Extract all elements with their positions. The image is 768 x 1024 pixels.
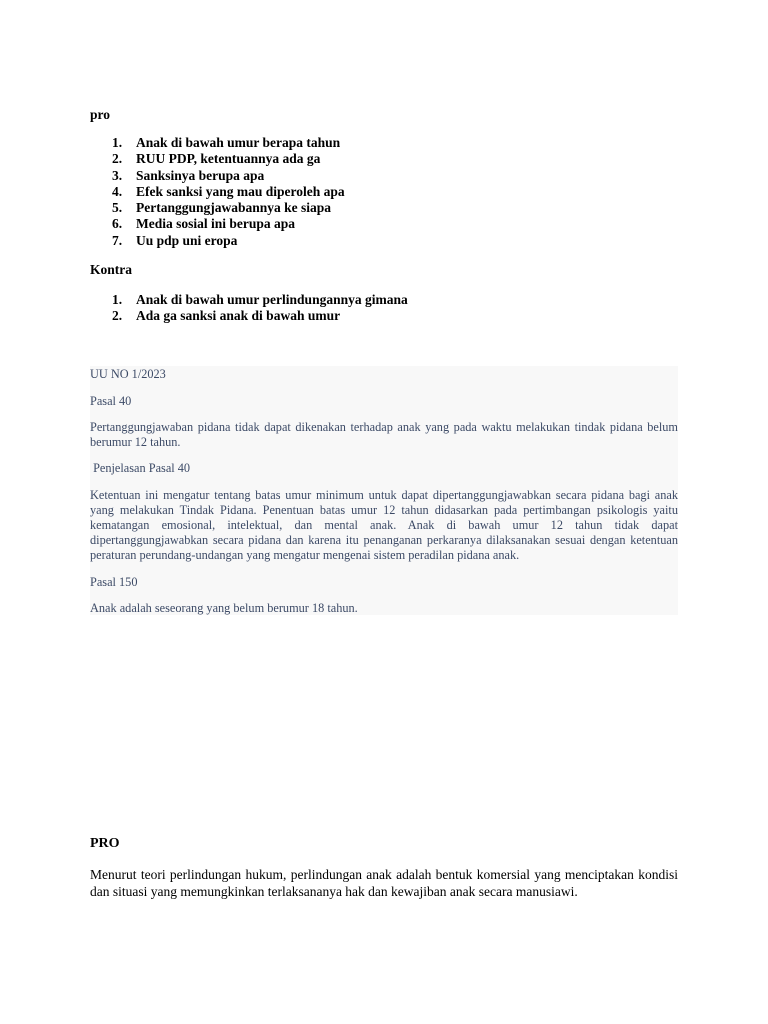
list-item (90, 308, 408, 324)
list-item-text: Ada ga sanksi anak di bawah umur (136, 308, 341, 324)
pasal-40-text: Pertanggungjawaban pidana tidak dapat dikenakan terhadap anak yang pada waktu melakukan tindak pidana belum berumur 12 tahun. (90, 420, 678, 449)
list-item (90, 151, 345, 167)
list-item-text: RUU PDP, ketentuannya ada ga (136, 151, 321, 167)
list-item-number: 2. (112, 308, 123, 324)
pasal-150-text: Anak adalah seseorang yang belum berumur 18 tahun. (90, 601, 358, 615)
list-item-number: 1. (112, 135, 123, 150)
document-page (90, 0, 678, 1024)
list-item-number: 3. (112, 167, 123, 183)
list-item (90, 292, 408, 308)
pro-final-paragraph: Menurut teori perlindungan hukum, perlindungan anak adalah bentuk komersial yang menciptakan kondisi dan situasi yang memungkinkan terlaksananya hak dan kewajiban anak secara manusiawi. (90, 867, 678, 899)
pasal-150-title: Pasal 150 (90, 575, 138, 589)
list-item-number: 5. (112, 200, 123, 216)
list-item-number: 1. (112, 292, 123, 307)
list-item (90, 168, 345, 184)
list-item (90, 135, 345, 151)
list-item (90, 184, 345, 200)
list-item-number: 7. (112, 232, 123, 248)
penjelasan-pasal-40-text: Ketentuan ini mengatur tentang batas umur minimum untuk dapat dipertanggungjawabkan secara pidana bagi anak yang melakukan Tindak Pidana. Penentuan batas umur 12 tahun didasarkan pada pertimbangan psikologis yaitu kematangan emosional, intelektual, dan mental anak. Anak di bawah umur 12 tahun tidak dapat dipertanggungjawabkan secara pidana dan karena itu penanganan perkaranya dilaksanakan sesuai dengan ketentuan peraturan perundang-undangan yang mengatur mengenai sistem peradilan pidana anak. (90, 488, 678, 562)
list-item-text: Efek sanksi yang mau diperoleh apa (136, 183, 345, 199)
list-item-text: Uu pdp uni eropa (136, 232, 238, 248)
list-item-text: Anak di bawah umur perlindungannya gimana (136, 292, 408, 307)
pro-list (90, 135, 345, 249)
kontra-heading: Kontra (90, 262, 132, 277)
pro-heading: pro (90, 107, 111, 122)
list-item-text: Sanksinya berupa apa (136, 167, 265, 183)
kontra-list (90, 292, 408, 325)
law-title: UU NO 1/2023 (90, 367, 166, 381)
list-item-text: Anak di bawah umur berapa tahun (136, 135, 341, 150)
penjelasan-pasal-40-title: Penjelasan Pasal 40 (90, 461, 191, 475)
pro-final-heading: PRO (90, 836, 120, 851)
list-item (90, 200, 345, 216)
list-item-number: 2. (112, 151, 123, 167)
list-item (90, 233, 345, 249)
list-item-number: 6. (112, 216, 123, 232)
list-item-text: Media sosial ini berupa apa (136, 216, 296, 232)
list-item-number: 4. (112, 183, 123, 199)
list-item (90, 216, 345, 232)
pasal-40-title: Pasal 40 (90, 394, 132, 408)
list-item-text: Pertanggungjawabannya ke siapa (136, 200, 332, 216)
